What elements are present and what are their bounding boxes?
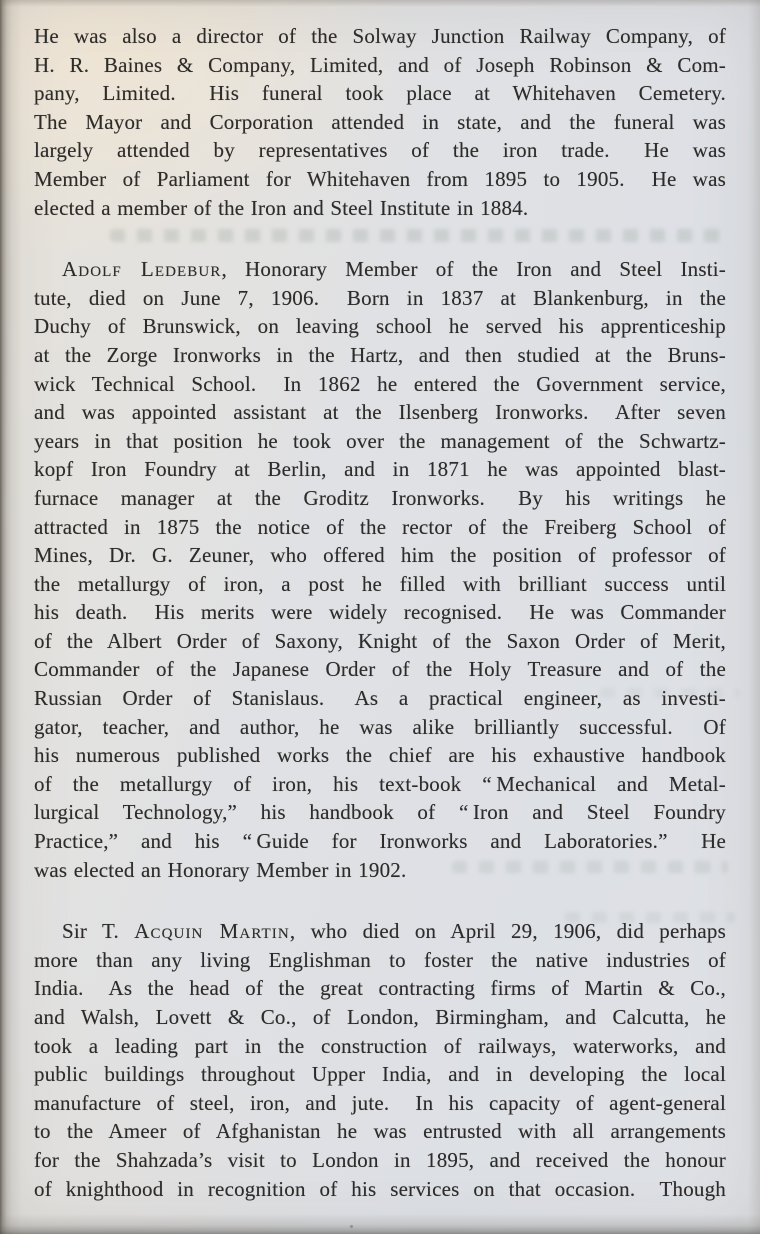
text-run: Mines, Dr. G. Zeuner, who offered him the position of professor of — [34, 543, 726, 568]
text-run: the metallurgy of iron, a post he filled with brilliant success until — [34, 571, 726, 596]
text-line — [34, 165, 726, 194]
paragraph — [34, 255, 726, 884]
text-run: and Walsh, Lovett & Co., of London, Birmingham, and Calcutta, he — [34, 1005, 726, 1029]
text-line — [34, 398, 726, 427]
text-line — [34, 1089, 726, 1118]
text-run: public buildings throughout Upper India, and in developing the local — [34, 1062, 726, 1087]
text-line — [34, 1032, 726, 1061]
text-run: and was appointed assistant at the Ilsenberg Ironworks. After seven — [34, 400, 726, 425]
text-line — [34, 79, 726, 108]
text-run: furnace manager at the Groditz Ironworks. By his writings he — [34, 485, 726, 510]
text-run: tute, died on June 7, 1906. Born in 1837 at Blankenburg, in the — [34, 285, 726, 310]
text-line — [34, 798, 726, 827]
text-run: his death. His merits were widely recognised. He was Commander — [34, 600, 726, 625]
text-run: took a leading part in the construction of railways, waterworks, and — [34, 1033, 726, 1058]
text-run: , Honorary Member of the Iron and Steel Insti- — [221, 257, 726, 282]
text-line — [34, 108, 726, 137]
text-line — [34, 598, 726, 627]
text-run: He was also a director of the Solway Junction Railway Company, of — [34, 24, 726, 48]
text-run: attracted in 1875 the notice of the rector of the Freiberg School of — [34, 514, 726, 539]
text-run: years in that position he took over the management of the Schwartz- — [34, 428, 726, 453]
page-bottom-edge — [0, 1214, 760, 1234]
text-run: pany, Limited. His funeral took place at Whitehaven Cemetery. — [34, 81, 726, 106]
text-line — [34, 570, 726, 599]
text-run: manufacture of steel, iron, and jute. In his capacity of agent-general — [34, 1090, 726, 1115]
text-run: Practice,” and his “ Guide for Ironworks and Laboratories.” He — [34, 829, 726, 854]
text-line — [34, 655, 726, 684]
person-name: Acquin Martin — [134, 919, 290, 944]
text-line — [34, 312, 726, 341]
text-run: his numerous published works the chief are his exhaustive handbook — [34, 743, 726, 768]
text-run: elected a member of the Iron and Steel Institute in 1884. — [34, 195, 529, 220]
text-line — [34, 627, 726, 656]
paragraph — [34, 22, 726, 222]
text-line — [34, 22, 726, 51]
text-line — [34, 741, 726, 770]
text-line — [34, 541, 726, 570]
text-line — [34, 51, 726, 80]
text-run: Russian Order of Stanislaus. As a practical engineer, as investi- — [34, 686, 726, 711]
text-line — [34, 1146, 726, 1175]
text-run: wick Technical School. In 1862 he entered the Government service, — [34, 371, 726, 396]
text-line — [34, 370, 726, 399]
noise-speck — [350, 1225, 353, 1228]
text-run: H. R. Baines & Company, Limited, and of Joseph Robinson & Com- — [34, 52, 726, 77]
text-run: largely attended by representatives of the iron trade. He was — [34, 138, 726, 163]
text-run: Sir T. — [62, 919, 135, 944]
text-run: Duchy of Brunswick, on leaving school he served his apprenticeship — [34, 314, 726, 339]
text-line — [34, 284, 726, 313]
text-run: of the metallurgy of iron, his text-book “ Mechanical and Metal- — [34, 771, 726, 796]
text-line — [34, 1117, 726, 1146]
text-line — [34, 856, 726, 885]
text-run: The Mayor and Corporation attended in state, and the funeral was — [34, 109, 726, 134]
text-line — [34, 770, 726, 799]
text-line — [34, 1060, 726, 1089]
text-line — [34, 1003, 726, 1032]
text-line — [34, 974, 726, 1003]
text-run: at the Zorge Ironworks in the Hartz, and then studied at the Bruns- — [34, 342, 726, 367]
text-run: India. As the head of the great contracting firms of Martin & Co., — [34, 976, 726, 1001]
text-line — [34, 1175, 726, 1204]
paragraph — [34, 917, 726, 1203]
text-run: of the Albert Order of Saxony, Knight of the Saxon Order of Merit, — [34, 628, 726, 653]
text-run: more than any living Englishman to foster the native industries of — [34, 947, 726, 972]
text-line — [34, 427, 726, 456]
text-run: for the Shahzada’s visit to London in 1895, and received the honour — [34, 1147, 726, 1172]
text-line — [34, 684, 726, 713]
text-line — [34, 194, 726, 223]
text-run: , who died on April 29, 1906, did perhaps — [289, 919, 727, 944]
text-run: was elected an Honorary Member in 1902. — [34, 857, 407, 882]
text-line — [34, 341, 726, 370]
person-name: Adolf Ledebur — [62, 257, 222, 282]
text-line — [34, 513, 726, 542]
text-run: lurgical Technology,” his handbook of “ Iron and Steel Foundry — [34, 800, 726, 825]
text-line — [34, 946, 726, 975]
text-run: kopf Iron Foundry at Berlin, and in 1871 he was appointed blast- — [34, 457, 726, 482]
text-line — [34, 484, 726, 513]
text-line — [34, 917, 726, 946]
text-line — [34, 255, 726, 284]
text-line — [34, 455, 726, 484]
text-run: gator, teacher, and author, he was alike brilliantly successful. Of — [34, 714, 726, 739]
text-run: Commander of the Japanese Order of the Holy Treasure and of the — [34, 657, 726, 682]
text-line — [34, 713, 726, 742]
text-run: Member of Parliament for Whitehaven from 1895 to 1905. He was — [34, 166, 726, 191]
text-line — [34, 136, 726, 165]
text-run: of knighthood in recognition of his services on that occasion. Though — [34, 1176, 726, 1201]
text-line — [34, 827, 726, 856]
text-run: to the Ameer of Afghanistan he was entrusted with all arrangements — [34, 1119, 726, 1144]
